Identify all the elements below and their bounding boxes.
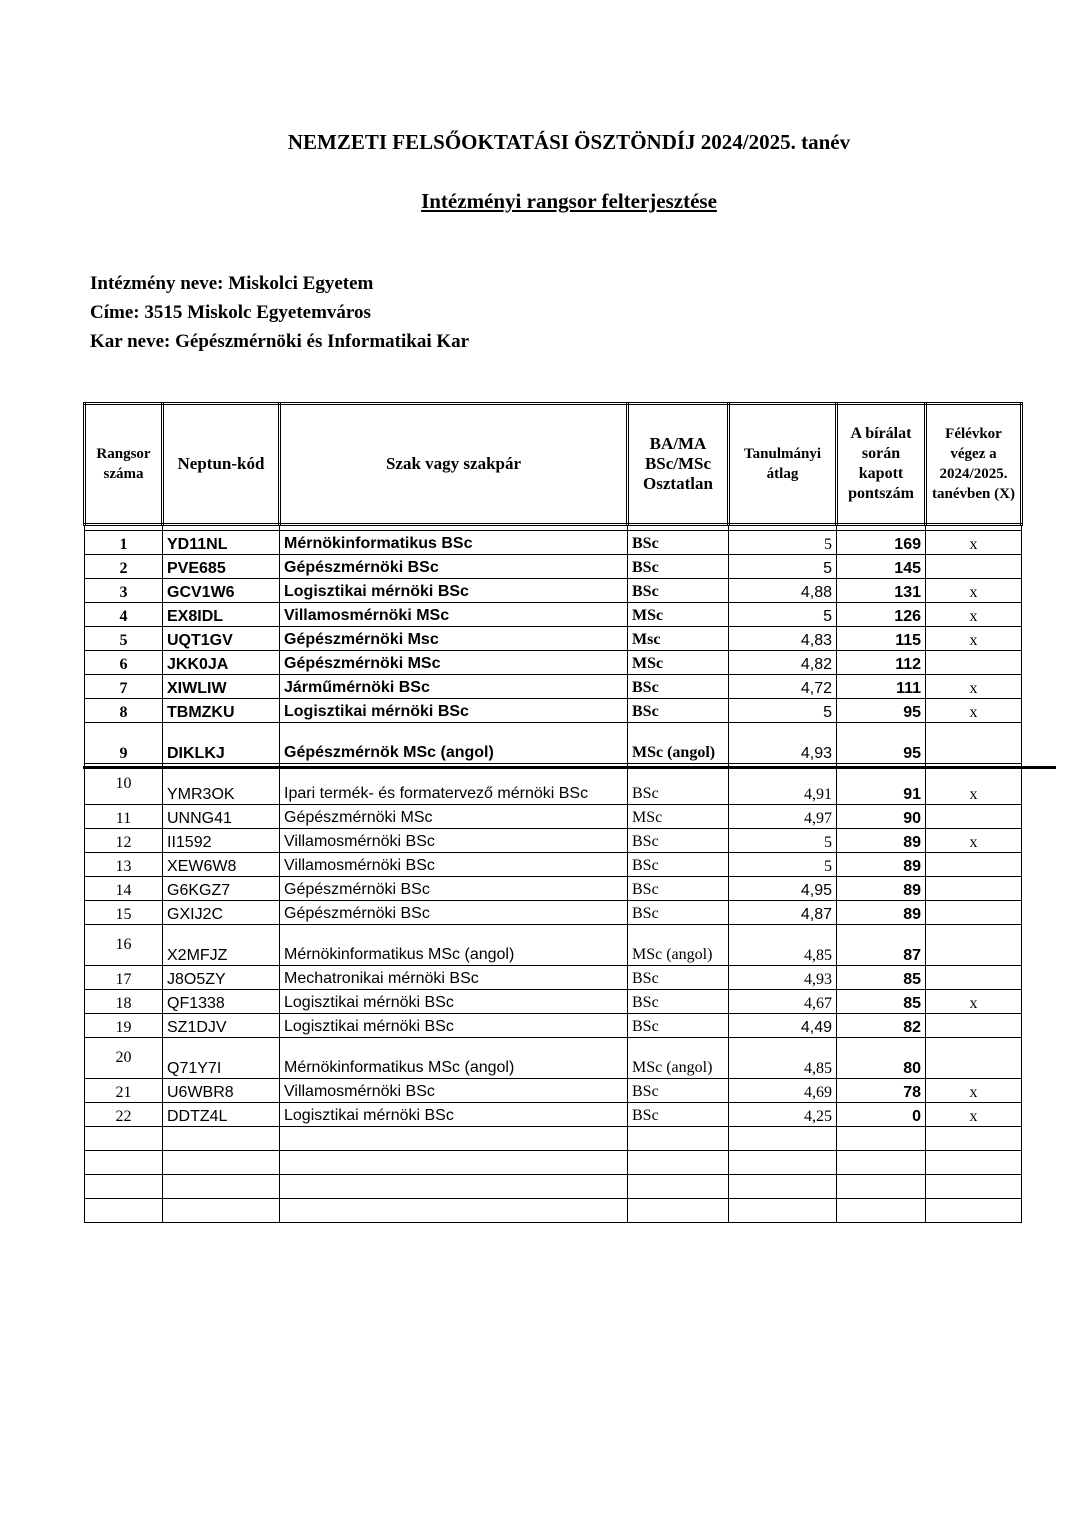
cell-points: 82 xyxy=(837,1014,926,1038)
separator-line xyxy=(83,766,1056,769)
cell-level: Msc xyxy=(628,627,729,651)
table-row xyxy=(85,901,1022,925)
cell-neptun-code: EX8IDL xyxy=(163,603,280,627)
empty-cell xyxy=(926,1199,1022,1223)
cell-neptun-code: II1592 xyxy=(163,829,280,853)
cell-level: BSc xyxy=(628,764,729,805)
header-points: A bírálat során kapott pontszám xyxy=(837,404,926,525)
cell-neptun-code: JKK0JA xyxy=(163,651,280,675)
cell-average: 4,25 xyxy=(729,1103,837,1127)
empty-cell xyxy=(628,1199,729,1223)
cell-rank: 7 xyxy=(85,675,163,699)
institution-name: Intézmény neve: Miskolci Egyetem xyxy=(90,273,374,294)
cell-major: Gépészmérnök MSc (angol) xyxy=(280,723,628,764)
empty-cell xyxy=(85,1175,163,1199)
table-row xyxy=(85,805,1022,829)
cell-major: Villamosmérnöki BSc xyxy=(280,1079,628,1103)
cell-graduating xyxy=(926,555,1022,579)
cell-rank: 21 xyxy=(85,1079,163,1103)
cell-average: 4,85 xyxy=(729,1038,837,1079)
cell-major: Járműmérnöki BSc xyxy=(280,675,628,699)
cell-neptun-code: X2MFJZ xyxy=(163,925,280,966)
table-row xyxy=(85,764,1022,805)
cell-average: 5 xyxy=(729,531,837,555)
cell-major: Gépészmérnöki Msc xyxy=(280,627,628,651)
cell-neptun-code: U6WBR8 xyxy=(163,1079,280,1103)
cell-rank: 22 xyxy=(85,1103,163,1127)
cell-level: MSc xyxy=(628,805,729,829)
cell-major: Gépészmérnöki MSc xyxy=(280,805,628,829)
empty-cell xyxy=(729,1175,837,1199)
cell-neptun-code: SZ1DJV xyxy=(163,1014,280,1038)
table-row xyxy=(85,1038,1022,1079)
empty-cell xyxy=(837,1127,926,1151)
cell-neptun-code: YMR3OK xyxy=(163,764,280,805)
cell-points: 89 xyxy=(837,877,926,901)
cell-neptun-code: GXIJ2C xyxy=(163,901,280,925)
empty-cell xyxy=(837,1151,926,1175)
cell-average: 5 xyxy=(729,829,837,853)
cell-points: 111 xyxy=(837,675,926,699)
cell-average: 4,82 xyxy=(729,651,837,675)
cell-neptun-code: TBMZKU xyxy=(163,699,280,723)
table-row xyxy=(85,966,1022,990)
table-row xyxy=(85,699,1022,723)
cell-level: BSc xyxy=(628,555,729,579)
cell-rank: 15 xyxy=(85,901,163,925)
table-row xyxy=(85,1103,1022,1127)
document-title: NEMZETI FELSŐOKTATÁSI ÖSZTÖNDÍJ 2024/2025. tanév xyxy=(287,130,851,154)
cell-major: Villamosmérnöki BSc xyxy=(280,853,628,877)
cell-graduating xyxy=(926,877,1022,901)
cell-rank: 9 xyxy=(85,723,163,764)
cell-points: 78 xyxy=(837,1079,926,1103)
cell-points: 169 xyxy=(837,531,926,555)
cell-rank: 8 xyxy=(85,699,163,723)
cell-average: 5 xyxy=(729,853,837,877)
cell-points: 112 xyxy=(837,651,926,675)
cell-level: BSc xyxy=(628,853,729,877)
empty-cell xyxy=(163,1199,280,1223)
table-row xyxy=(85,829,1022,853)
cell-rank: 14 xyxy=(85,877,163,901)
cell-graduating xyxy=(926,853,1022,877)
cell-major: Gépészmérnöki BSc xyxy=(280,555,628,579)
cell-neptun-code: G6KGZ7 xyxy=(163,877,280,901)
cell-major: Logisztikai mérnöki BSc xyxy=(280,579,628,603)
cell-major: Logisztikai mérnöki BSc xyxy=(280,1014,628,1038)
header-rank: Rangsor száma xyxy=(85,404,163,525)
cell-rank: 10 xyxy=(85,764,163,805)
cell-rank: 6 xyxy=(85,651,163,675)
table-row xyxy=(85,603,1022,627)
cell-graduating xyxy=(926,901,1022,925)
cell-graduating: x xyxy=(926,1079,1022,1103)
cell-neptun-code: J8O5ZY xyxy=(163,966,280,990)
cell-graduating xyxy=(926,1014,1022,1038)
empty-cell xyxy=(926,1175,1022,1199)
empty-cell xyxy=(280,1175,628,1199)
cell-average: 5 xyxy=(729,555,837,579)
cell-points: 85 xyxy=(837,990,926,1014)
cell-major: Mérnökinformatikus MSc (angol) xyxy=(280,1038,628,1079)
cell-rank: 12 xyxy=(85,829,163,853)
cell-graduating xyxy=(926,1038,1022,1079)
cell-average: 4,97 xyxy=(729,805,837,829)
empty-cell xyxy=(837,1175,926,1199)
cell-major: Villamosmérnöki MSc xyxy=(280,603,628,627)
cell-major: Mechatronikai mérnöki BSc xyxy=(280,966,628,990)
cell-neptun-code: PVE685 xyxy=(163,555,280,579)
cell-level: BSc xyxy=(628,990,729,1014)
empty-cell xyxy=(926,1151,1022,1175)
cell-neptun-code: DDTZ4L xyxy=(163,1103,280,1127)
cell-major: Mérnökinformatikus MSc (angol) xyxy=(280,925,628,966)
cell-points: 95 xyxy=(837,699,926,723)
cell-major: Gépészmérnöki BSc xyxy=(280,901,628,925)
empty-cell xyxy=(837,1199,926,1223)
table-row xyxy=(85,579,1022,603)
cell-major: Gépészmérnöki MSc xyxy=(280,651,628,675)
cell-level: BSc xyxy=(628,699,729,723)
cell-graduating: x xyxy=(926,603,1022,627)
cell-level: BSc xyxy=(628,1014,729,1038)
cell-graduating: x xyxy=(926,1103,1022,1127)
cell-graduating xyxy=(926,805,1022,829)
cell-graduating: x xyxy=(926,627,1022,651)
cell-average: 4,87 xyxy=(729,901,837,925)
cell-level: BSc xyxy=(628,531,729,555)
document-subtitle: Intézményi rangsor felterjesztése xyxy=(421,189,717,213)
cell-graduating: x xyxy=(926,531,1022,555)
cell-graduating: x xyxy=(926,829,1022,853)
cell-average: 4,72 xyxy=(729,675,837,699)
header-graduating: Félévkor végez a 2024/2025. tanévben (X) xyxy=(926,404,1022,525)
cell-average: 4,67 xyxy=(729,990,837,1014)
header-major: Szak vagy szakpár xyxy=(280,404,628,525)
cell-level: BSc xyxy=(628,901,729,925)
empty-cell xyxy=(85,1151,163,1175)
empty-cell xyxy=(163,1151,280,1175)
table-row xyxy=(85,651,1022,675)
cell-neptun-code: YD11NL xyxy=(163,531,280,555)
table-body xyxy=(85,525,1022,1223)
table-header-row xyxy=(85,404,1022,525)
empty-cell xyxy=(163,1175,280,1199)
cell-average: 4,83 xyxy=(729,627,837,651)
table-row xyxy=(85,1014,1022,1038)
cell-major: Logisztikai mérnöki BSc xyxy=(280,990,628,1014)
cell-level: BSc xyxy=(628,579,729,603)
table-row xyxy=(85,723,1022,764)
cell-level: BSc xyxy=(628,829,729,853)
empty-cell xyxy=(280,1151,628,1175)
cell-rank: 4 xyxy=(85,603,163,627)
cell-graduating xyxy=(926,651,1022,675)
empty-cell xyxy=(163,1127,280,1151)
cell-major: Gépészmérnöki BSc xyxy=(280,877,628,901)
cell-points: 126 xyxy=(837,603,926,627)
cell-points: 0 xyxy=(837,1103,926,1127)
cell-average: 4,91 xyxy=(729,764,837,805)
cell-graduating xyxy=(926,966,1022,990)
cell-rank: 17 xyxy=(85,966,163,990)
cell-rank: 11 xyxy=(85,805,163,829)
cell-graduating: x xyxy=(926,675,1022,699)
empty-cell xyxy=(85,1199,163,1223)
cell-points: 85 xyxy=(837,966,926,990)
cell-graduating xyxy=(926,925,1022,966)
cell-rank: 16 xyxy=(85,925,163,966)
table-row xyxy=(85,877,1022,901)
empty-cell xyxy=(729,1199,837,1223)
empty-row xyxy=(85,1199,1022,1223)
cell-level: MSc (angol) xyxy=(628,723,729,764)
cell-neptun-code: QF1338 xyxy=(163,990,280,1014)
cell-average: 4,93 xyxy=(729,723,837,764)
cell-average: 4,88 xyxy=(729,579,837,603)
cell-level: MSc xyxy=(628,651,729,675)
cell-major: Villamosmérnöki BSc xyxy=(280,829,628,853)
cell-major: Logisztikai mérnöki BSc xyxy=(280,1103,628,1127)
cell-major: Mérnökinformatikus BSc xyxy=(280,531,628,555)
table-row xyxy=(85,853,1022,877)
cell-points: 80 xyxy=(837,1038,926,1079)
empty-cell xyxy=(628,1175,729,1199)
empty-cell xyxy=(628,1127,729,1151)
cell-major: Ipari termék- és formatervező mérnöki BSc xyxy=(280,764,628,805)
faculty-name: Kar neve: Gépészmérnöki és Informatikai Kar xyxy=(90,331,470,352)
empty-cell xyxy=(280,1127,628,1151)
institution-address: Címe: 3515 Miskolc Egyetemváros xyxy=(90,302,371,323)
cell-average: 4,95 xyxy=(729,877,837,901)
cell-points: 131 xyxy=(837,579,926,603)
header-average: Tanulmányi átlag xyxy=(729,404,837,525)
cell-average: 5 xyxy=(729,699,837,723)
cell-average: 5 xyxy=(729,603,837,627)
cell-graduating: x xyxy=(926,990,1022,1014)
cell-points: 95 xyxy=(837,723,926,764)
empty-cell xyxy=(729,1127,837,1151)
empty-cell xyxy=(85,1127,163,1151)
cell-average: 4,49 xyxy=(729,1014,837,1038)
cell-graduating: x xyxy=(926,579,1022,603)
table-row xyxy=(85,531,1022,555)
cell-rank: 18 xyxy=(85,990,163,1014)
empty-cell xyxy=(628,1151,729,1175)
ranking-table xyxy=(83,402,1023,1223)
cell-level: MSc (angol) xyxy=(628,925,729,966)
cell-average: 4,69 xyxy=(729,1079,837,1103)
cell-graduating: x xyxy=(926,699,1022,723)
empty-cell xyxy=(280,1199,628,1223)
cell-neptun-code: Q71Y7I xyxy=(163,1038,280,1079)
cell-average: 4,93 xyxy=(729,966,837,990)
cell-level: MSc xyxy=(628,603,729,627)
empty-cell xyxy=(926,1127,1022,1151)
table-row xyxy=(85,1079,1022,1103)
header-level: BA/MA BSc/MSc Osztatlan xyxy=(628,404,729,525)
cell-points: 89 xyxy=(837,901,926,925)
cell-neptun-code: UQT1GV xyxy=(163,627,280,651)
cell-level: MSc (angol) xyxy=(628,1038,729,1079)
cell-points: 89 xyxy=(837,829,926,853)
cell-level: BSc xyxy=(628,966,729,990)
cell-neptun-code: GCV1W6 xyxy=(163,579,280,603)
table-row xyxy=(85,925,1022,966)
cell-neptun-code: XIWLIW xyxy=(163,675,280,699)
cell-rank: 5 xyxy=(85,627,163,651)
table-row xyxy=(85,627,1022,651)
cell-level: BSc xyxy=(628,1103,729,1127)
header-neptun-code: Neptun-kód xyxy=(163,404,280,525)
cell-points: 90 xyxy=(837,805,926,829)
cell-points: 91 xyxy=(837,764,926,805)
empty-row xyxy=(85,1127,1022,1151)
cell-average: 4,85 xyxy=(729,925,837,966)
empty-row xyxy=(85,1151,1022,1175)
cell-points: 115 xyxy=(837,627,926,651)
empty-cell xyxy=(729,1151,837,1175)
table-row xyxy=(85,675,1022,699)
cell-level: BSc xyxy=(628,675,729,699)
cell-rank: 1 xyxy=(85,531,163,555)
cell-rank: 3 xyxy=(85,579,163,603)
cell-rank: 13 xyxy=(85,853,163,877)
table-row xyxy=(85,555,1022,579)
cell-neptun-code: XEW6W8 xyxy=(163,853,280,877)
cell-points: 87 xyxy=(837,925,926,966)
cell-neptun-code: DIKLKJ xyxy=(163,723,280,764)
cell-points: 145 xyxy=(837,555,926,579)
empty-row xyxy=(85,1175,1022,1199)
cell-graduating: x xyxy=(926,764,1022,805)
cell-rank: 2 xyxy=(85,555,163,579)
cell-rank: 19 xyxy=(85,1014,163,1038)
cell-level: BSc xyxy=(628,877,729,901)
cell-neptun-code: UNNG41 xyxy=(163,805,280,829)
cell-rank: 20 xyxy=(85,1038,163,1079)
table-row xyxy=(85,990,1022,1014)
cell-points: 89 xyxy=(837,853,926,877)
cell-graduating xyxy=(926,723,1022,764)
cell-major: Logisztikai mérnöki BSc xyxy=(280,699,628,723)
cell-level: BSc xyxy=(628,1079,729,1103)
